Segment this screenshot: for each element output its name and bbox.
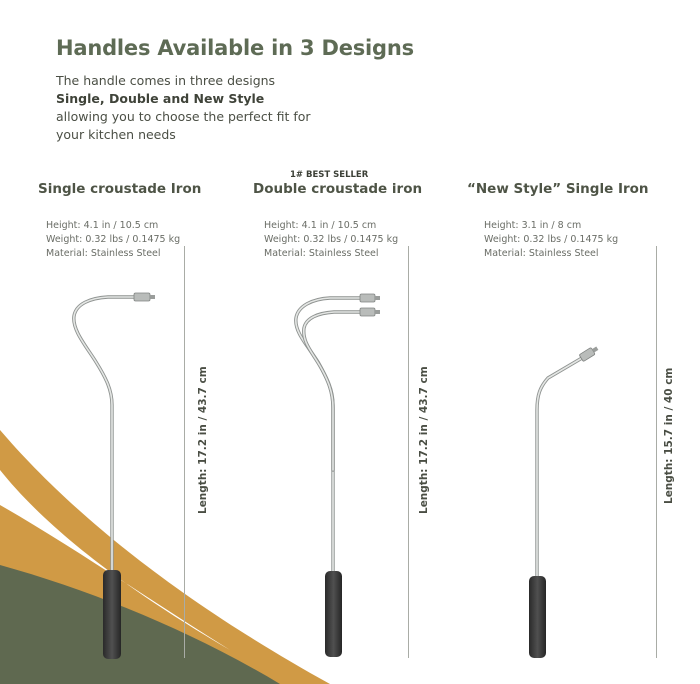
length-label-new-style: Length: 15.7 in / 40 cm [663,367,675,504]
spec-weight: Weight: 0.32 lbs / 0.1475 kg [264,234,399,245]
length-label-double: Length: 17.2 in / 43.7 cm [418,366,430,514]
product-title-single: Single croustade Iron [38,181,202,197]
best-seller-badge: 1# BEST SELLER [290,170,369,180]
spec-weight: Weight: 0.32 lbs / 0.1475 kg [46,234,181,245]
page-title: Handles Available in 3 Designs [56,36,414,60]
spec-material: Material: Stainless Steel [264,248,379,259]
spec-material: Material: Stainless Steel [484,248,599,259]
new-style-iron-image [529,345,599,658]
double-croustade-iron-image [296,294,380,657]
length-label-single: Length: 17.2 in / 43.7 cm [197,366,209,514]
product-title-double: Double croustade iron [253,181,423,197]
length-line-double [408,246,409,658]
single-croustade-iron-image [74,293,155,659]
specs-new-style [484,219,618,261]
product-title-new-style: “New Style” Single Iron [467,181,649,197]
specs-single [46,219,180,261]
spec-material: Material: Stainless Steel [46,248,161,259]
spec-height: Height: 4.1 in / 10.5 cm [46,220,159,231]
specs-double [264,219,398,261]
spec-height: Height: 3.1 in / 8 cm [484,220,582,231]
length-line-single [184,246,185,658]
intro-line-1: The handle comes in three designs [56,73,276,88]
intro-line-3: allowing you to choose the perfect fit for [56,109,311,124]
spec-weight: Weight: 0.32 lbs / 0.1475 kg [484,234,619,245]
intro-text [56,72,311,144]
spec-height: Height: 4.1 in / 10.5 cm [264,220,377,231]
intro-line-2: Single, Double and New Style [56,91,265,106]
intro-line-4: your kitchen needs [56,127,176,142]
length-line-new-style [656,246,657,658]
